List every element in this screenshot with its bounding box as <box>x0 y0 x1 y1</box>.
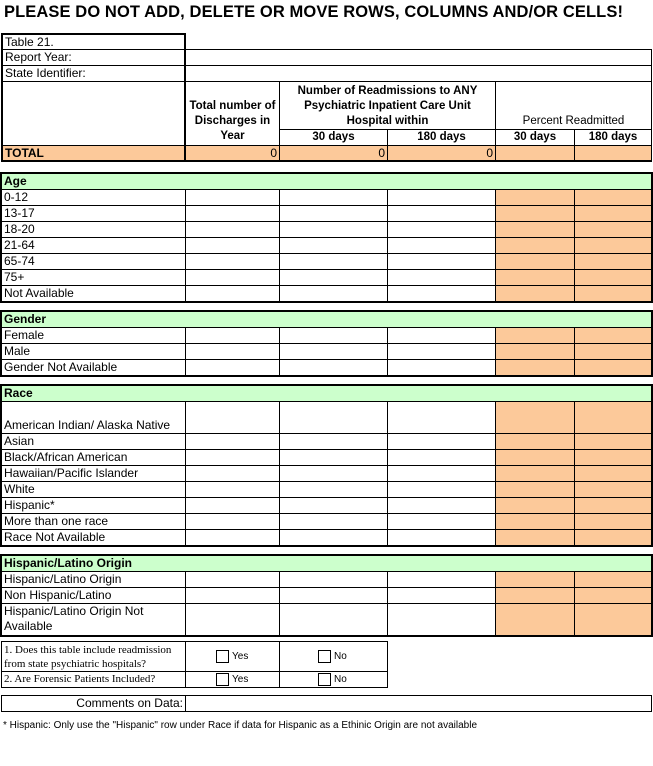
hispanic-percent-180-cell <box>574 587 652 604</box>
race-percent-30-cell <box>495 401 575 434</box>
age-readmit-30-cell[interactable] <box>279 205 388 222</box>
age-percent-30-cell <box>495 285 575 302</box>
total-percent-30 <box>495 145 575 162</box>
readmit-180-header: 180 days <box>387 129 496 146</box>
race-readmit-30-cell[interactable] <box>279 401 388 434</box>
age-percent-30-cell <box>495 189 575 206</box>
age-percent-30-cell <box>495 253 575 270</box>
gender-readmit-180-cell[interactable] <box>387 359 496 376</box>
race-percent-180-cell <box>574 433 652 450</box>
age-discharges-cell[interactable] <box>185 205 280 222</box>
age-percent-180-cell <box>574 269 652 286</box>
age-readmit-30-cell[interactable] <box>279 237 388 254</box>
race-discharges-cell[interactable] <box>185 465 280 482</box>
race-percent-180-cell <box>574 465 652 482</box>
race-readmit-180-cell[interactable] <box>387 465 496 482</box>
total-readmit-180: 0 <box>387 145 496 162</box>
race-row-label: Black/African American <box>1 449 186 466</box>
race-readmit-180-cell[interactable] <box>387 433 496 450</box>
hispanic-readmit-180-cell[interactable] <box>387 571 496 588</box>
gender-row-label: Male <box>1 343 186 360</box>
age-readmit-180-cell[interactable] <box>387 269 496 286</box>
race-percent-30-cell <box>495 497 575 514</box>
race-percent-180-cell <box>574 529 652 546</box>
age-percent-30-cell <box>495 205 575 222</box>
q1-yes-label: Yes <box>232 651 249 663</box>
age-percent-180-cell <box>574 221 652 238</box>
age-row-label: 0-12 <box>1 189 186 206</box>
q2-no-checkbox[interactable] <box>318 673 331 686</box>
gender-percent-30-cell <box>495 327 575 344</box>
gender-readmit-30-cell[interactable] <box>279 327 388 344</box>
hispanic-readmit-180-cell[interactable] <box>387 603 496 636</box>
race-percent-180-cell <box>574 513 652 530</box>
race-readmit-30-cell[interactable] <box>279 513 388 530</box>
hispanic-discharges-cell[interactable] <box>185 571 280 588</box>
age-row-label: Not Available <box>1 285 186 302</box>
race-readmit-180-cell[interactable] <box>387 529 496 546</box>
question-2: 2. Are Forensic Patients Included? <box>1 671 186 688</box>
q2-yes-option[interactable] <box>185 671 280 688</box>
gender-row-label: Female <box>1 327 186 344</box>
age-discharges-cell[interactable] <box>185 269 280 286</box>
race-percent-30-cell <box>495 465 575 482</box>
race-discharges-cell[interactable] <box>185 481 280 498</box>
q2-yes-checkbox[interactable] <box>216 673 229 686</box>
gender-discharges-cell[interactable] <box>185 327 280 344</box>
age-discharges-cell[interactable] <box>185 221 280 238</box>
comments-input[interactable] <box>185 695 652 712</box>
hispanic-percent-30-cell <box>495 603 575 636</box>
age-readmit-180-cell[interactable] <box>387 189 496 206</box>
gender-percent-30-cell <box>495 359 575 376</box>
percent-readmitted-header: Percent Readmitted <box>495 81 652 130</box>
age-readmit-180-cell[interactable] <box>387 205 496 222</box>
total-readmit-30: 0 <box>279 145 388 162</box>
gender-discharges-cell[interactable] <box>185 359 280 376</box>
age-row-label: 65-74 <box>1 253 186 270</box>
total-discharges-header: Total number of Discharges in Year <box>185 81 280 146</box>
age-percent-180-cell <box>574 237 652 254</box>
age-discharges-cell[interactable] <box>185 285 280 302</box>
race-readmit-30-cell[interactable] <box>279 449 388 466</box>
hispanic-readmit-180-cell[interactable] <box>387 587 496 604</box>
race-row-label: Hawaiian/Pacific Islander <box>1 465 186 482</box>
q1-no-label: No <box>334 651 347 663</box>
race-readmit-180-cell[interactable] <box>387 513 496 530</box>
q1-yes-option[interactable] <box>185 641 280 672</box>
age-percent-180-cell <box>574 189 652 206</box>
race-percent-30-cell <box>495 433 575 450</box>
age-row-label: 75+ <box>1 269 186 286</box>
race-percent-180-cell <box>574 497 652 514</box>
percent-30-header: 30 days <box>495 129 575 146</box>
race-percent-30-cell <box>495 449 575 466</box>
hispanic-row-label: Hispanic/Latino Origin Not Available <box>1 603 186 636</box>
age-percent-180-cell <box>574 285 652 302</box>
hispanic-row-label: Hispanic/Latino Origin <box>1 571 186 588</box>
age-readmit-180-cell[interactable] <box>387 221 496 238</box>
race-discharges-cell[interactable] <box>185 433 280 450</box>
gender-discharges-cell[interactable] <box>185 343 280 360</box>
gender-percent-30-cell <box>495 343 575 360</box>
hispanic-discharges-cell[interactable] <box>185 603 280 636</box>
race-row-label: Hispanic* <box>1 497 186 514</box>
q2-no-option[interactable] <box>279 671 388 688</box>
report-year-label: Report Year: <box>1 49 186 66</box>
gender-readmit-180-cell[interactable] <box>387 343 496 360</box>
race-percent-30-cell <box>495 481 575 498</box>
hispanic-row-label: Non Hispanic/Latino <box>1 587 186 604</box>
race-readmit-30-cell[interactable] <box>279 529 388 546</box>
age-row-label: 18-20 <box>1 221 186 238</box>
race-discharges-cell[interactable] <box>185 497 280 514</box>
header-blank <box>1 81 186 146</box>
age-readmit-180-cell[interactable] <box>387 285 496 302</box>
gender-readmit-30-cell[interactable] <box>279 343 388 360</box>
state-identifier-label: State Identifier: <box>1 65 186 82</box>
table-label: Table 21. <box>1 33 186 50</box>
hispanic-readmit-30-cell[interactable] <box>279 571 388 588</box>
warning-banner: PLEASE DO NOT ADD, DELETE OR MOVE ROWS, COLUMNS AND/OR CELLS! <box>4 3 624 21</box>
race-percent-30-cell <box>495 513 575 530</box>
race-percent-180-cell <box>574 481 652 498</box>
age-readmit-30-cell[interactable] <box>279 189 388 206</box>
footnote: * Hispanic: Only use the "Hispanic" row under Race if data for Hispanic as a Ethinic Origin are not available <box>3 720 477 731</box>
race-readmit-180-cell[interactable] <box>387 497 496 514</box>
gender-readmit-30-cell[interactable] <box>279 359 388 376</box>
section-gender-title: Gender <box>1 311 652 328</box>
hispanic-readmit-30-cell[interactable] <box>279 587 388 604</box>
race-readmit-30-cell[interactable] <box>279 465 388 482</box>
total-label: TOTAL <box>1 145 186 162</box>
race-discharges-cell[interactable] <box>185 449 280 466</box>
age-readmit-30-cell[interactable] <box>279 221 388 238</box>
report-year-input[interactable] <box>185 49 652 66</box>
age-readmit-180-cell[interactable] <box>387 253 496 270</box>
question-1: 1. Does this table include readmission from state psychiatric hospitals? <box>1 641 186 672</box>
total-percent-180 <box>574 145 652 162</box>
hispanic-percent-180-cell <box>574 603 652 636</box>
race-percent-30-cell <box>495 529 575 546</box>
age-discharges-cell[interactable] <box>185 237 280 254</box>
percent-180-header: 180 days <box>574 129 652 146</box>
race-readmit-180-cell[interactable] <box>387 401 496 434</box>
race-row-label: More than one race <box>1 513 186 530</box>
race-row-label: Asian <box>1 433 186 450</box>
race-row-label: White <box>1 481 186 498</box>
total-discharges: 0 <box>185 145 280 162</box>
section-age-title: Age <box>1 173 652 190</box>
gender-row-label: Gender Not Available <box>1 359 186 376</box>
gender-percent-180-cell <box>574 327 652 344</box>
age-percent-180-cell <box>574 205 652 222</box>
race-row-label: Race Not Available <box>1 529 186 546</box>
age-readmit-30-cell[interactable] <box>279 253 388 270</box>
race-readmit-180-cell[interactable] <box>387 481 496 498</box>
age-discharges-cell[interactable] <box>185 253 280 270</box>
age-row-label: 21-64 <box>1 237 186 254</box>
age-percent-30-cell <box>495 237 575 254</box>
age-percent-30-cell <box>495 221 575 238</box>
age-readmit-180-cell[interactable] <box>387 237 496 254</box>
state-identifier-input[interactable] <box>185 65 652 82</box>
q2-no-label: No <box>334 674 347 686</box>
q2-yes-label: Yes <box>232 674 249 686</box>
race-discharges-cell[interactable] <box>185 529 280 546</box>
race-readmit-30-cell[interactable] <box>279 497 388 514</box>
age-percent-180-cell <box>574 253 652 270</box>
q1-yes-checkbox[interactable] <box>216 650 229 663</box>
age-row-label: 13-17 <box>1 205 186 222</box>
hispanic-percent-180-cell <box>574 571 652 588</box>
race-row-label: American Indian/ Alaska Native <box>1 401 186 434</box>
race-percent-180-cell <box>574 449 652 466</box>
gender-percent-180-cell <box>574 359 652 376</box>
age-readmit-30-cell[interactable] <box>279 269 388 286</box>
hispanic-percent-30-cell <box>495 587 575 604</box>
age-readmit-30-cell[interactable] <box>279 285 388 302</box>
age-discharges-cell[interactable] <box>185 189 280 206</box>
race-percent-180-cell <box>574 401 652 434</box>
section-race-title: Race <box>1 385 652 402</box>
race-readmit-180-cell[interactable] <box>387 449 496 466</box>
readmissions-header: Number of Readmissions to ANY Psychiatric Inpatient Care Unit Hospital within <box>279 81 496 130</box>
section-hispanic-title: Hispanic/Latino Origin <box>1 555 652 572</box>
hispanic-discharges-cell[interactable] <box>185 587 280 604</box>
age-percent-30-cell <box>495 269 575 286</box>
gender-readmit-180-cell[interactable] <box>387 327 496 344</box>
comments-label: Comments on Data: <box>1 695 186 712</box>
gender-percent-180-cell <box>574 343 652 360</box>
q1-no-option[interactable] <box>279 641 388 672</box>
q1-no-checkbox[interactable] <box>318 650 331 663</box>
race-discharges-cell[interactable] <box>185 401 280 434</box>
race-readmit-30-cell[interactable] <box>279 481 388 498</box>
hispanic-percent-30-cell <box>495 571 575 588</box>
hispanic-readmit-30-cell[interactable] <box>279 603 388 636</box>
race-readmit-30-cell[interactable] <box>279 433 388 450</box>
readmit-30-header: 30 days <box>279 129 388 146</box>
race-discharges-cell[interactable] <box>185 513 280 530</box>
